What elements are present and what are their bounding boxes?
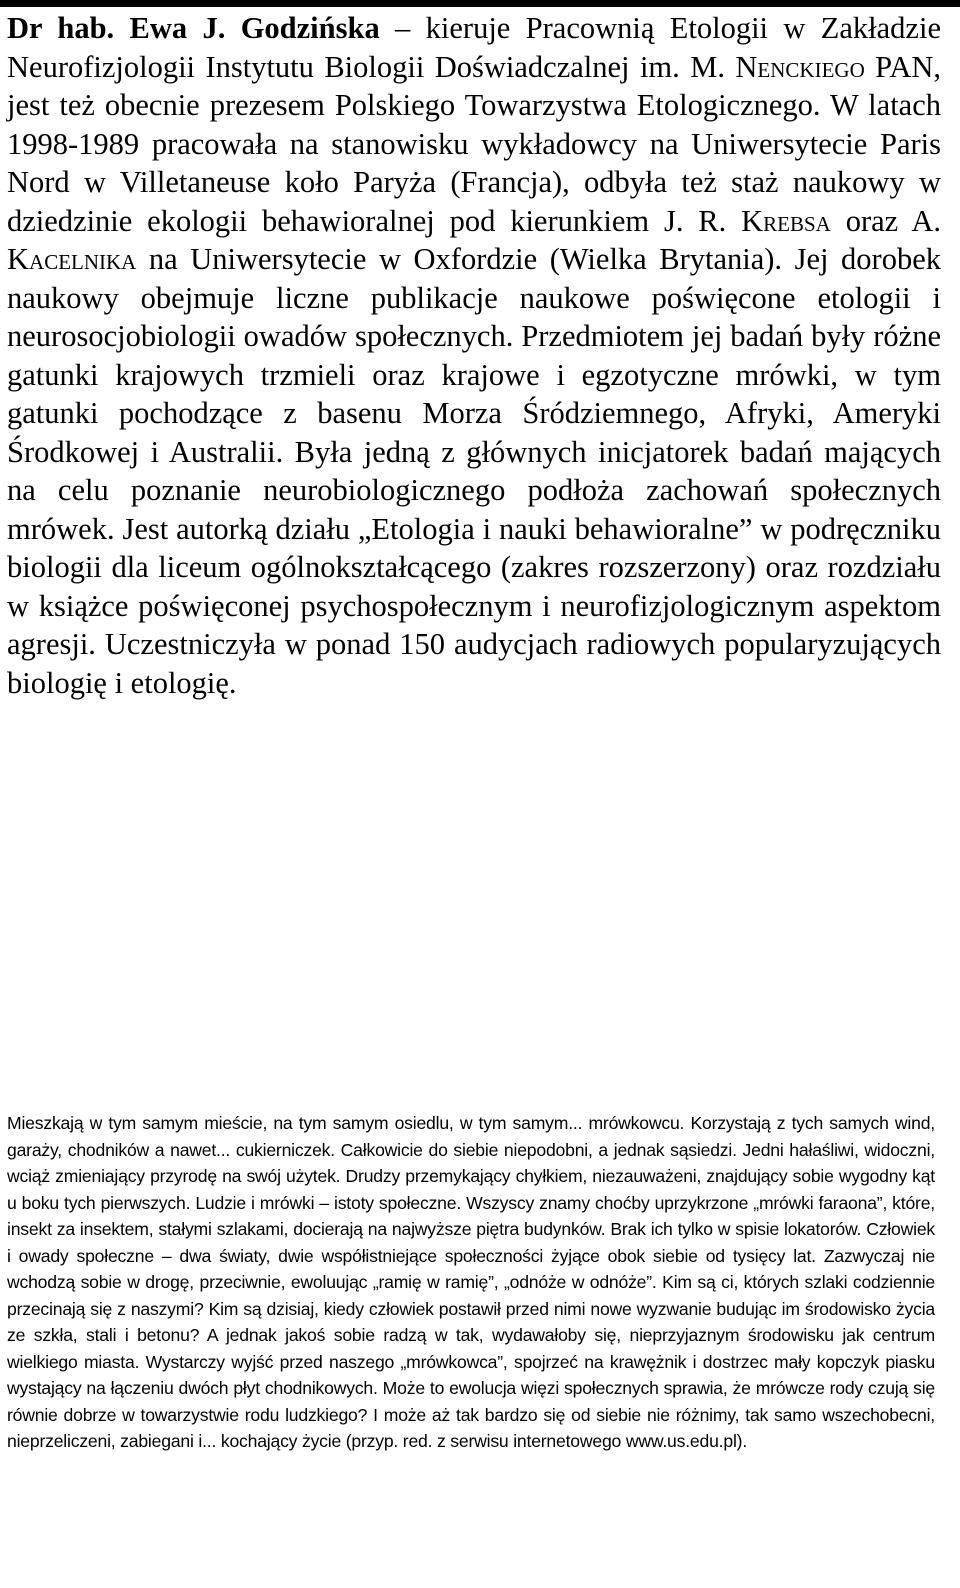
book-blurb: Mieszkają w tym samym mieście, na tym samym osiedlu, w tym samym... mrówkowcu. Korzystają z tych samych wind, garaży, chodników a nawet... cukierniczek. Całkowicie do siebie niepodobni, a jednak sąsiedzi. Jedni hałaśliwi, widoczni, wciąż zmieniający przyrodę na swój użytek. Drudzy przemykający chyłkiem, niezauważeni, znajdujący sobie wygodny kąt u boku tych pierwszych. Ludzie i mrówki – istoty społeczne. Wszyscy znamy choćby uprzykrzone „mrówki faraona”, które, insekt za insektem, stałymi szlakami, docierają na najwyższe piętra budynków. Brak ich tylko w spisie lokatorów. Człowiek i owady społeczne – dwa światy, dwie współistniejące społeczności żyjące obok siebie od tysięcy lat. Zazwyczaj nie wchodzą sobie w drogę, przeciwnie, ewoluując „ramię w ramię”, „odnóże w odnóże”. Kim są ci, których szlaki codziennie przecinają się z naszymi? Kim są dzisiaj, kiedy człowiek postawił przed nimi nowe wyzwanie budując im środowisko życia ze szkła, stali i betonu? A jednak jakoś sobie radzą w tak, wydawałoby się, nieprzyjaznym środowisku jak centrum wielkiego miasta. Wystarczy wyjść przed naszego „mrówkowca”, spojrzeć na krawężnik i dostrzec mały kopczyk piasku wystający na łączeniu dwóch płyt chodnikowych. Może to ewolucja więzi społecznych sprawia, że mrówcze rody czują się równie dobrze w towarzystwie rodu ludzkiego? I może aż tak bardzo się od siebie nie różnimy, tak samo wszechobecni, nieprzeliczeni, zabiegani i... kochający życie (przyp. red. z serwisu internetowego www.us.edu.pl). (7, 1113, 935, 1451)
bio-text-4: na Uniwersytecie w Oxfordzie (Wielka Brytania). Jej dorobek naukowy obejmuje liczne publikacje naukowe poświęcone etologii i neurosocjobiologii owadów społecznych. Przedmiotem jej badań były różne gatunki krajowych trzmieli oraz krajowe i egzotyczne mrówki, w tym gatunki pochodzące z basenu Morza Śródziemnego, Afryki, Ameryki Środkowej i Australii. Była jedną z głównych inicjatorek badań mających na celu poznanie neurobiologicznego podłoża zachowań społecznych mrówek. Jest autorką działu „Etologia i nauki behawioralne” w podręczniku biologii dla liceum ogólnokształcącego (zakres rozszerzony) oraz rozdziału w książce poświęconej psychospołecznym i neurofizjologicznym aspektom agresji. Uczestniczyła w ponad 150 audycjach radiowych popularyzujących biologię i etologię. (7, 242, 941, 700)
top-rule (0, 0, 960, 7)
author-bio (7, 9, 941, 702)
bio-text-2: PAN, jest też obecnie prezesem Polskiego Towarzystwa Etologicznego. W latach 1998-1989 pracowała na stanowisku wykładowcy na Uniwersytecie Paris Nord w Villetaneuse koło Paryża (Francja), odbyła też staż naukowy w dziedzinie ekologii behawioralnej pod kierunkiem J. R. (7, 49, 942, 238)
bio-name-kacelnik: Kacelnika (7, 242, 137, 276)
bio-text-1: – kieruje Pracownią Etologii w Zakładzie Neurofizjologii Instytutu Biologii Doświadczalnej im. M. (7, 11, 941, 84)
bio-name-krebs: Krebsa (741, 203, 831, 238)
bio-name-nencki: Nenckiego (735, 49, 865, 84)
author-name: Dr hab. Ewa J. Godzińska (7, 11, 380, 45)
bio-text-3: oraz A. (830, 203, 941, 238)
